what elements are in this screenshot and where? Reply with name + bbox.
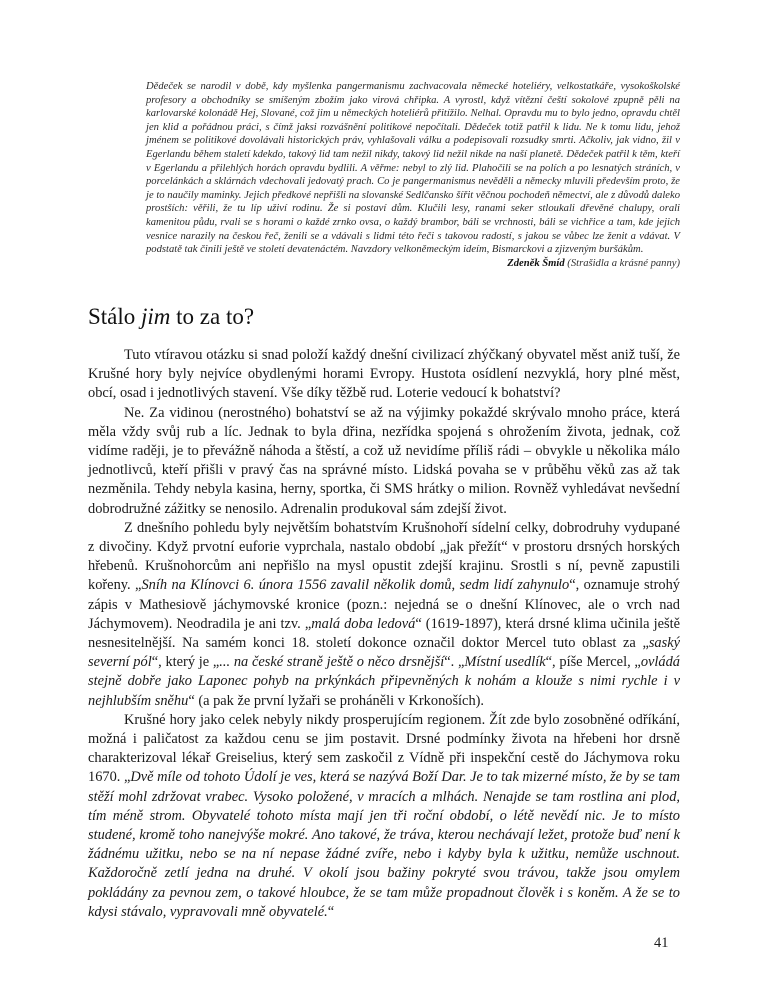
body-paragraph [88,346,680,404]
text-segment: “, píše Mercel, „ [545,654,641,671]
quote-segment: Dvě míle od tohoto Údolí je ves, která se nazývá Boží Dar. Je to tak mizerné místo, že by se tam stěží mohl zdržovat vrabec. Vysoko položené, v mracích a mlhách. Nenajde se tam rostlina ani plod, tím méně strom. Obyvatelé tohoto místa mají jen tři roční období, o létě nevědí nic. Je to místo studené, kromě toho nanejvýše mokré. Ano takové, že tráva, kterou nechávají ležet, protože buď není k žádnému užitku, nebo se na ní nepase žádné zvíře, nebo i kdyby byla k užitku, nemůže uschnout. Každoročně zetlí jedna na druhé. V okolí jsou bažiny pokryté svou trávou, takže jsou omylem pokládány za pevnou zem, o takové hloubce, že se tam může propadnout člověk i s koněm. A že se to kdysi stávalo, vypravovali mně obyvatelé. [88,769,680,920]
title-italic: jim [141,304,171,329]
epigraph-attribution [146,257,680,271]
text-segment: Z dnešního pohledu byly největším bohatstvím Krušnohoří sídelní celky, dobrodruhy vydupané z divočiny. Když prvotní euforie vyprchala, nastalo období „jak přežít“ v prostoru drsných horských hřebenů. Krušnohorcům ani nepřišlo na mysl opustit zdejší krajinu. Srostli s ní, pevně zapustili kořeny. „ [88,519,680,594]
epigraph [146,80,680,270]
title-part2: to za to? [170,304,255,329]
body-paragraph [88,519,680,711]
text-segment: “ [327,903,335,920]
quote-segment: Sníh na Klínovci 6. února 1556 zavalil několik domů, sedm lidí zahynulo [141,577,570,594]
quote-segment: ... na české straně ještě o něco drsnější [219,654,445,671]
epigraph-source: (Strašidla a krásné panny) [567,257,680,269]
text-segment: “ (1619-1897), která drsné klima učinila ještě nesnesitelnější. Na samém konci 18. století dokonce označil doktor Mercel tuto oblast za „ [88,615,680,652]
epigraph-author: Zdeněk Šmíd [507,257,565,269]
section-title [88,302,254,332]
title-part1: Stálo [88,304,142,329]
quote-segment: saský severní pól [88,635,680,671]
quote-segment: ovládá stejně dobře jako Laponec pohyb na prkýnkách připevněných k nohám a klouže s nimi rychle i v nejhlubším sněhu [88,654,680,709]
text-segment: “, oznamuje strohý zápis v Mathesiově jáchymovské kronice (pozn.: nejedná se o dnešní Klínovec, ale o vrch nad Jáchymovem). Neodradila je ani tzv. „ [88,577,680,632]
body-text [88,346,680,922]
quote-segment: malá doba ledová [311,615,416,632]
text-segment: “ (a pak že první lyžaři se proháněli v Krkonoších). [188,692,485,709]
text-segment: Krušné hory jako celek nebyly nikdy prosperujícím regionem. Žít zde bylo zosobněné odříkání, možná i paličatost za každou cenu se jim postavit. Drsné podmínky života na hřebeni hor drsně charakterizoval lékař Greiselius, který sem zaskočil z Vídně při inspekční cestě do Jáchymova roku 1670. „ [88,711,680,786]
text-segment: Tuto vtíravou otázku si snad položí každý dnešní civilizací zhýčkaný obyvatel měst aniž tuší, že Krušné hory byly nejvíce obydlenými horami Evropy. Hustota osídlení nezvyklá, hory plné měst, obcí, osad i jednotlivých stavení. Vše díky těžbě rud. Loterie vedoucí k bohatství? [88,347,680,402]
text-segment: Ne. Za vidinou (nerostného) bohatství se až na výjimky pokaždé skrývalo mnoho práce, která měla vždy svůj rub a líc. Jednak to byla dřina, nezřídka spojená s ohrožením života, jednak, což vidíme raději, je to převážně náhoda a štěstí, a což už nevidíme příliš rádi – obvykle u několika málo jednotlivců, kteří přišli v pravý čas na správné místo. Lidská povaha se v průběhu věků zas až tak nezměnila. Tehdy nebyla kasina, herny, sportka, či SMS hrátky o milion. Rovněž vyhledávat nevšední dobrodružné zážitky se nenosilo. Adrenalin produkoval sám zdejší život. [88,404,680,517]
body-paragraph [88,404,680,519]
text-segment: “, který je „ [151,654,220,671]
body-paragraph [88,711,680,922]
quote-segment: Místní usedlík [464,654,546,671]
epigraph-text: Dědeček se narodil v době, kdy myšlenka pangermanismu zachvacovala německé hoteliéry, velkostatkáře, vysokoškolské profesory a obchodníky se smíšeným zbožím jako virová chřipka. A vyrostl, když vítězní čeští sokolové zpupně pěli na karlovarské kolonádě Hej, Slované, což jim u německých hoteliérů přitížilo. Nelhal. Opravdu mu to bylo jedno, opravdu chtěl jen klid a pořádnou práci, s čímž jaksi rozvášnění politikové nepočítali. Dědeček totiž patřil k lidu. Ne k tomu lidu, jehož jménem se politikové dovolávali historických práv, vyhlašovali válku a podepisovali rozsudky smrti. Ačkoliv, jak vidno, žil v Egerlandu během staletí kdekdo, takový lid tam nežil nikdy, takový lid nežil nikde na naší planetě. Dědeček patřil k těm, kteří v Egerlandu a přilehlých horách opravdu bydlili. A věřme: nebyl to zlý lid. Plahočili se na polích a po lesnatých stráních, v porcelánkách a sklárnách vdechovali jedovatý prach. Co je pangermanismus nevěděli a německy mluvili především proto, že je to naučily maminky. Jejich předkové nepřišli na slovanské Sedlčansko šířit věčnou pochodeň němectví, ale z důvodů daleko prostších: věřili, že tu líp uživí rodinu. Že si postaví dům. Klučili lesy, ranami seker stloukali dřevěné chalupy, orali kamenitou půdu, rvali se s horami o každé zrnko ovsa, o každý brambor, báli se vrchnosti, báli se vichřice a tam, kde jejich vesnice narazily na českou řeč, ženili se a vdávali s lidmi této řeči s takovou radostí, s jakou se vůbec lze ženit a vdávat. V podstatě tak činili ještě ve století devatenáctém. Navzdory velkoněmeckým ideím, Bismarckovi a zjizveným buršákům. [146,81,680,256]
text-segment: “. „ [444,654,465,671]
page-number: 41 [654,935,669,951]
